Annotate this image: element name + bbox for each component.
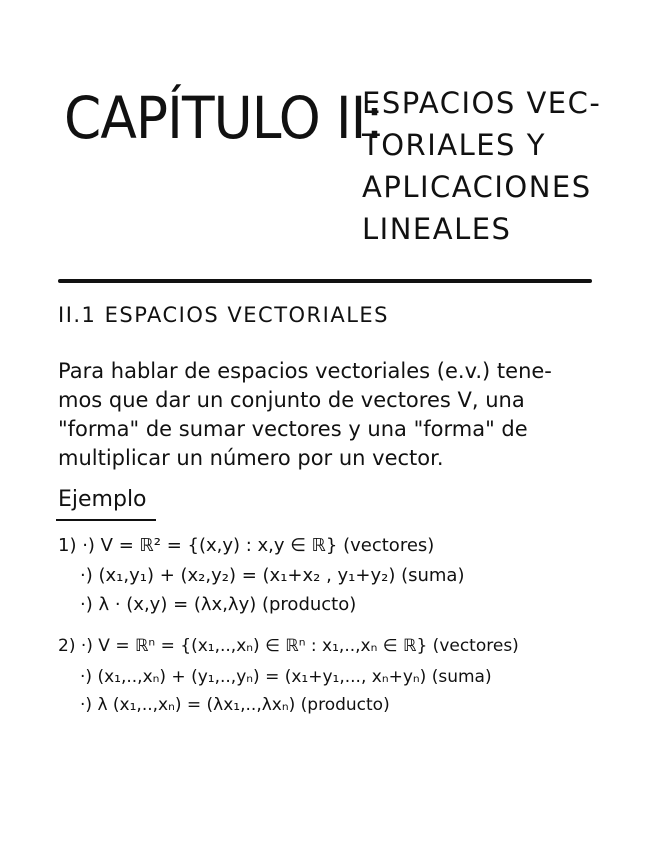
chapter-title: CAPÍTULO II: bbox=[64, 84, 383, 152]
intro-line: Para hablar de espacios vectoriales (e.v.) tene- bbox=[58, 359, 552, 383]
example-1-definition: 1) ·) V = ℝ² = {(x,y) : x,y ∈ ℝ} (vectores) bbox=[58, 535, 435, 556]
example-1-sum: ·) (x₁,y₁) + (x₂,y₂) = (x₁+x₂ , y₁+y₂) (suma) bbox=[80, 565, 465, 586]
chapter-subtitle-line: APLICACIONES bbox=[362, 170, 592, 204]
section-divider bbox=[58, 279, 592, 283]
chapter-subtitle-line: LINEALES bbox=[362, 212, 512, 246]
example-underline bbox=[56, 519, 156, 521]
chapter-subtitle bbox=[362, 82, 601, 250]
example-2-product: ·) λ (x₁,..,xₙ) = (λx₁,..,λxₙ) (producto) bbox=[80, 695, 390, 715]
intro-line: "forma" de sumar vectores y una "forma" de bbox=[58, 417, 528, 441]
example-2-sum: ·) (x₁,..,xₙ) + (y₁,..,yₙ) = (x₁+y₁,..., xₙ+yₙ) (suma) bbox=[80, 667, 492, 687]
intro-line: multiplicar un número por un vector. bbox=[58, 446, 444, 470]
intro-paragraph bbox=[58, 357, 552, 473]
section-heading: II.1 ESPACIOS VECTORIALES bbox=[58, 303, 390, 327]
example-1-product: ·) λ · (x,y) = (λx,λy) (producto) bbox=[80, 594, 357, 615]
chapter-subtitle-line: ESPACIOS VEC- bbox=[362, 86, 602, 120]
intro-line: mos que dar un conjunto de vectores V, una bbox=[58, 388, 525, 412]
example-2-definition: 2) ·) V = ℝⁿ = {(x₁,..,xₙ) ∈ ℝⁿ : x₁,..,xₙ ∈ ℝ} (vectores) bbox=[58, 636, 519, 656]
chapter-subtitle-line: TORIALES Y bbox=[362, 128, 546, 162]
example-heading: Ejemplo bbox=[58, 487, 147, 512]
